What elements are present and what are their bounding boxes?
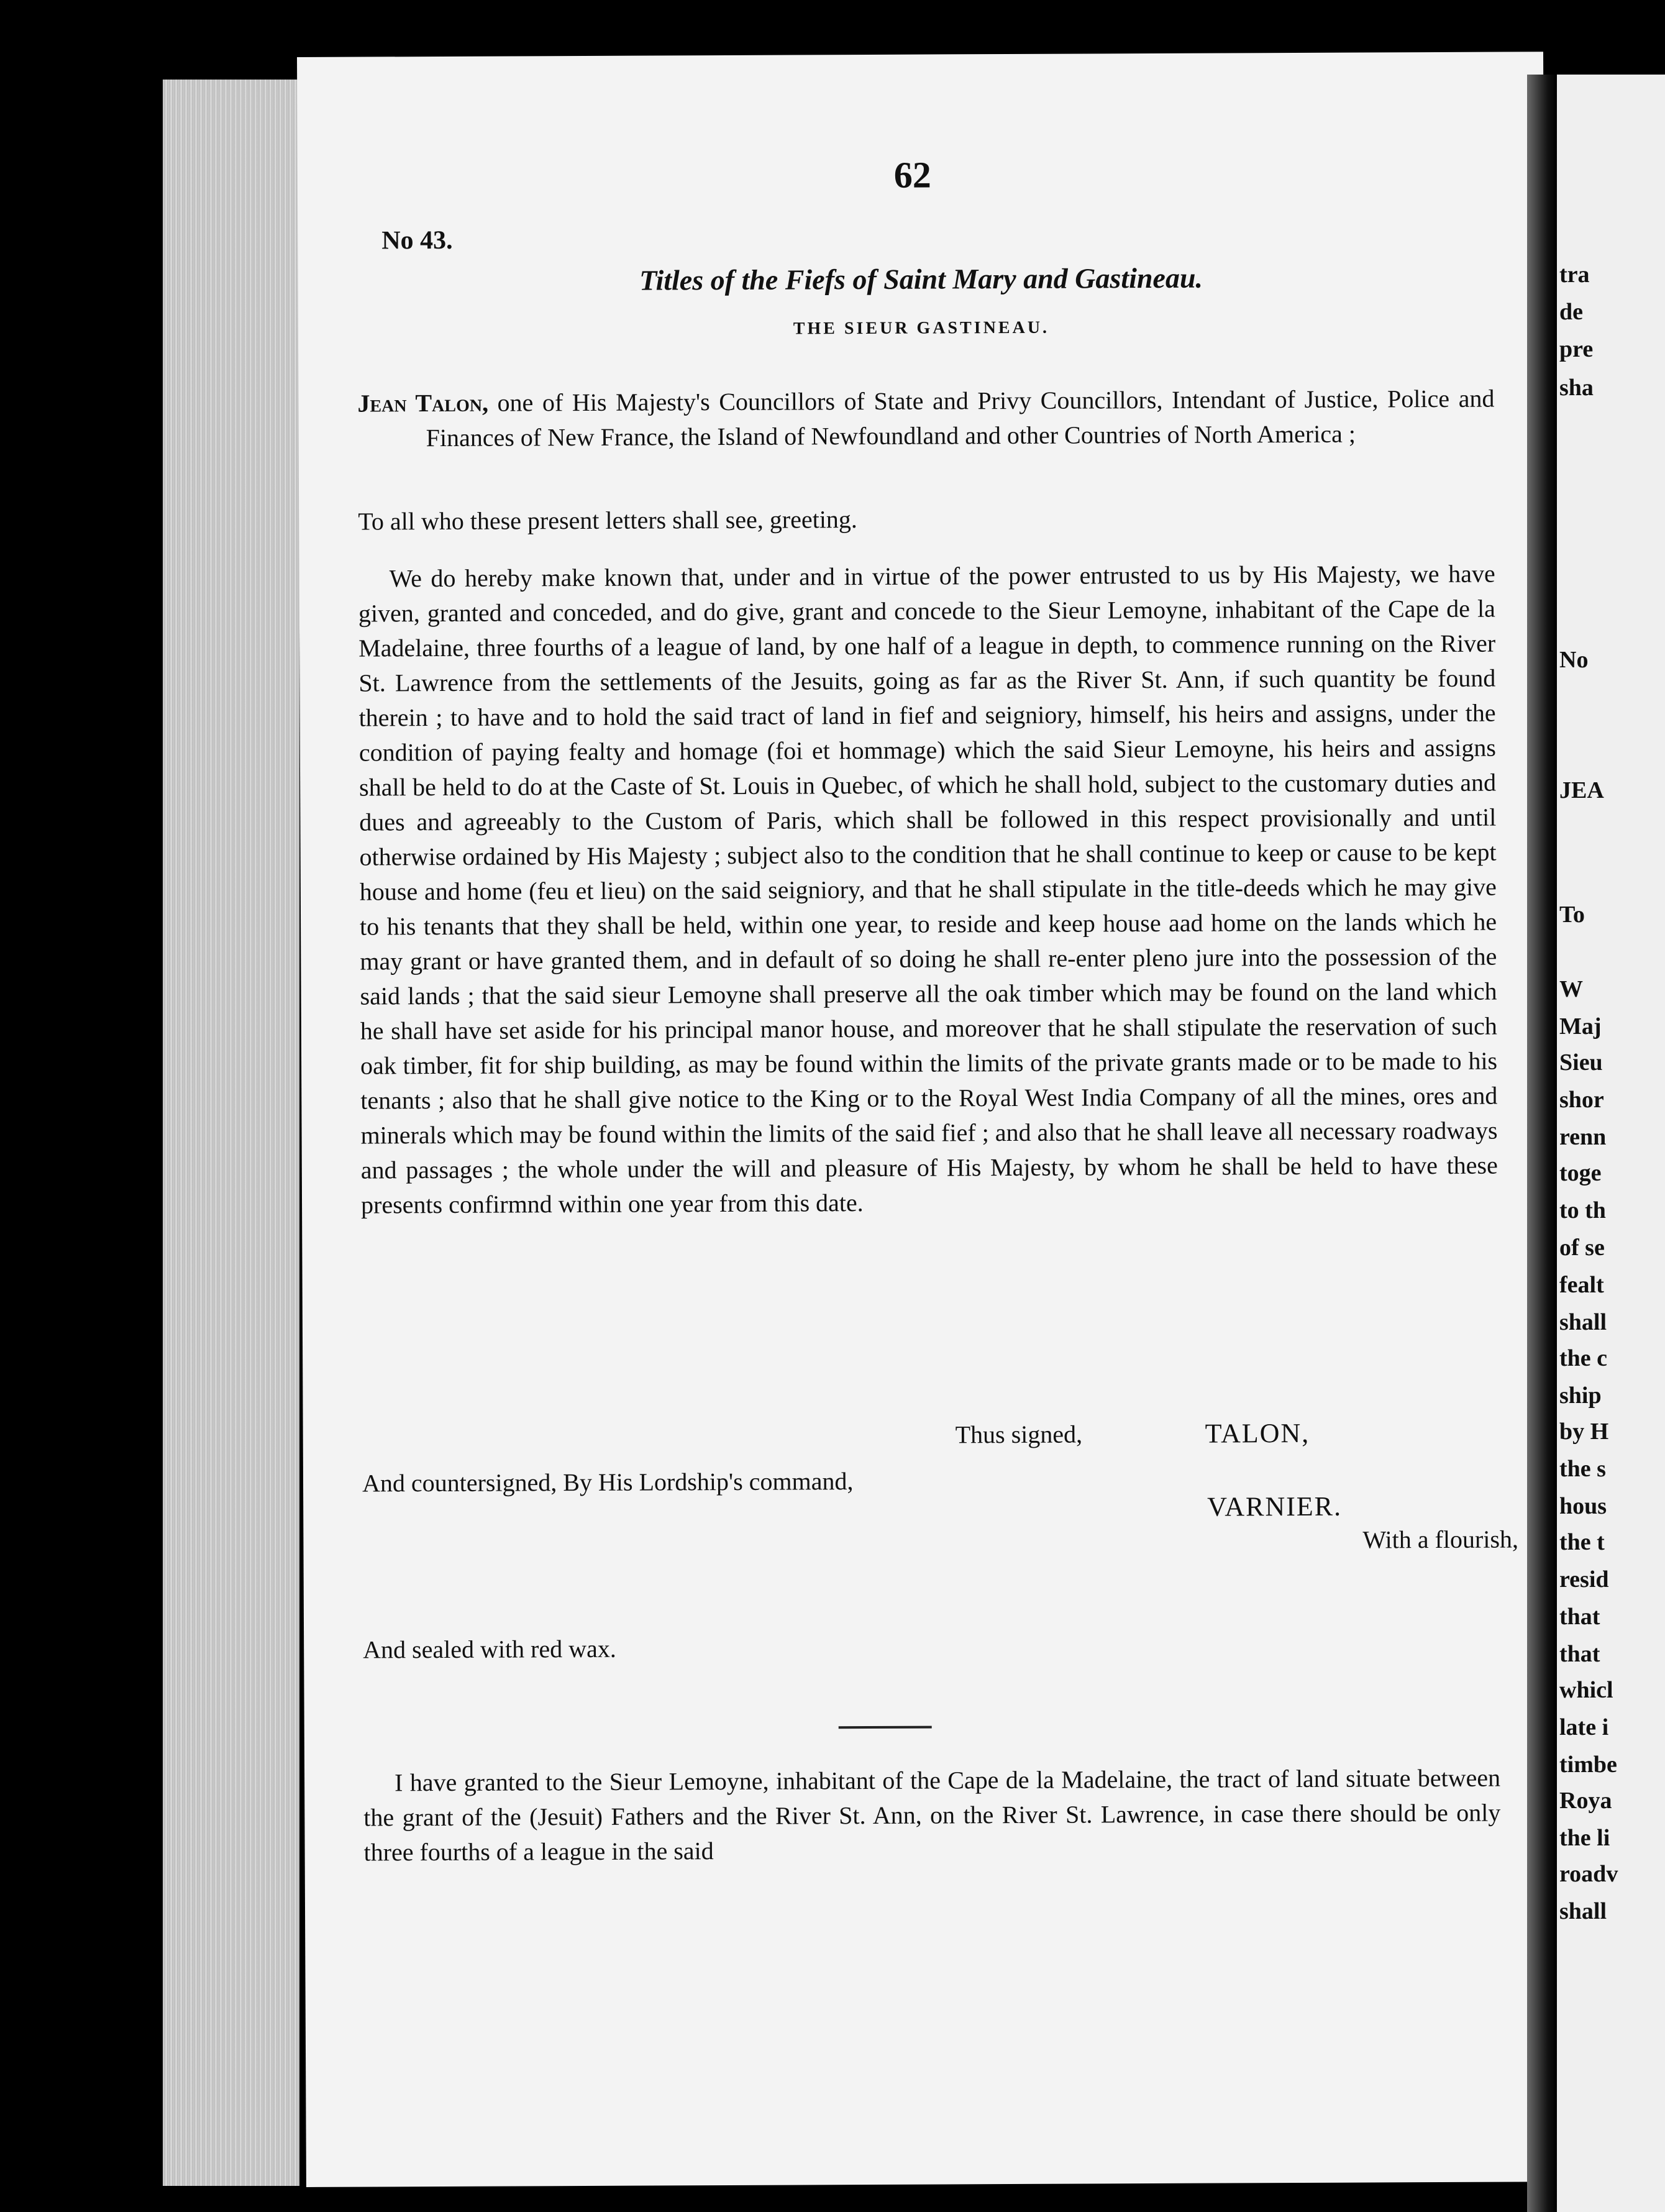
- facing-page-line: that: [1559, 1604, 1600, 1630]
- facing-page-line: by H: [1559, 1419, 1609, 1445]
- facing-page-line: roadv: [1559, 1861, 1618, 1887]
- book-gutter: [1527, 75, 1557, 2212]
- facing-page-line: toge: [1559, 1160, 1602, 1186]
- salutation-text: one of His Majesty's Councillors of State and Privy Councillors, Intendant of Justice, Police and Finances of New France, the Island of Newfoundland and other Countries of North America ;: [426, 384, 1495, 452]
- facing-page-line: the li: [1559, 1825, 1610, 1851]
- facing-page-line: ship: [1559, 1382, 1602, 1409]
- page-number: 62: [893, 154, 931, 196]
- facing-page-line: the c: [1559, 1345, 1608, 1371]
- facing-page-line: No: [1559, 647, 1589, 673]
- facing-page-line: To: [1559, 902, 1585, 928]
- facing-page-line: shall: [1559, 1309, 1607, 1335]
- facing-page-line: hous: [1559, 1493, 1607, 1519]
- facing-page-line: W: [1559, 976, 1583, 1002]
- salutation-name: Jean Talon,: [357, 388, 489, 418]
- facing-page-line: Roya: [1559, 1788, 1612, 1814]
- left-page: [297, 52, 1553, 2187]
- facing-page-line: Maj: [1559, 1013, 1602, 1040]
- facing-page-line: the s: [1559, 1456, 1606, 1482]
- flourish-note: With a flourish,: [1362, 1525, 1519, 1554]
- salutation-paragraph: [357, 382, 1494, 456]
- grant-paragraph: We do hereby make known that, under and in virtue of the power entrusted to us by His Majesty, we have given, granted and conceded, and do give, grant and concede to the Sieur Lemoyne, inhabitant of the Cape de la Madelaine, three fourths of a league of land, by one half of a league in depth, to commence running on the River St. Lawrence from the settlements of the Jesuits, going as far as the River St. Ann, if such quantity be found therein ; to have and to hold the said tract of land in fief and seigniory, himself, his heirs and assigns, under the condition of paying fealty and homage (foi et hommage) which the said Sieur Lemoyne, his heirs and assigns shall be held to do at the Caste of St. Louis in Quebec, of which he shall hold, subject to the customary duties and dues and agreeably to the Custom of Paris, which shall be followed in this respect provisionally and until otherwise ordained by His Majesty ; subject also to the condition that he shall continue to keep or cause to be kept house and home (feu et lieu) on the said seigniory, and that he shall stipulate in the title-deeds which he may give to his tenants that they shall be held, within one year, to reside and keep house aad home on the lands which he may grant or have granted them, and in default of so doing he shall re-enter pleno jure into the possession of the said lands ; that the said sieur Lemoyne shall preserve all the oak timber which may be found on the land which he shall have set aside for his principal manor house, and moreover that he shall stipulate the reservation of such oak timber, fit for ship building, as may be found within the limits of the private grants made or to be made to his tenants ; also that he shall give notice to the King or to the Royal West India Company of all the mines, ores and minerals which may be found within the limits of the said fief ; and also that he shall leave all necessary roadways and passages ; the whole under the will and pleasure of His Majesty, by whom he shall be held to have these presents confirmnd within one year from this date.: [358, 559, 1498, 1219]
- facing-page-line: Sieu: [1559, 1049, 1603, 1076]
- facing-page-fragment: [1557, 75, 1665, 2212]
- facing-page-line: fealt: [1559, 1272, 1604, 1298]
- facing-page-line: de: [1559, 299, 1583, 325]
- facing-page-line: shall: [1559, 1898, 1607, 1924]
- facing-page-line: tra: [1559, 262, 1590, 288]
- facing-page-line: renn: [1559, 1124, 1607, 1150]
- facing-page-line: the t: [1559, 1529, 1605, 1555]
- document-subtitle: THE SIEUR GASTINEAU.: [793, 318, 1050, 339]
- facing-page-line: whicl: [1559, 1677, 1613, 1703]
- section-divider: [839, 1726, 932, 1729]
- facing-page-line: JEA: [1559, 777, 1604, 803]
- facing-page-line: late i: [1559, 1714, 1609, 1740]
- facing-page-line: pre: [1559, 336, 1594, 362]
- facing-page-line: to th: [1559, 1197, 1606, 1223]
- facing-page-line: sha: [1559, 375, 1594, 401]
- facing-page-line: that: [1559, 1641, 1600, 1667]
- grant-note-paragraph: I have granted to the Sieur Lemoyne, inhabitant of the Cape de la Madelaine, the tract of land situate between the grant of the (Jesuit) Fathers and the River St. Ann, on the River St. Lawrence, in case there should be only three fourths of a league in the said: [363, 1763, 1501, 1867]
- sealed-line: And sealed with red wax.: [363, 1634, 616, 1664]
- book-page-edges: [163, 80, 299, 2186]
- document-number: No 43.: [381, 226, 453, 255]
- document-title: Titles of the Fiefs of Saint Mary and Gastineau.: [639, 262, 1203, 296]
- countersigned-line: And countersigned, By His Lordship's command,: [362, 1467, 854, 1497]
- countersigner-name: VARNIER.: [1207, 1491, 1343, 1522]
- facing-page-line: timbe: [1559, 1752, 1617, 1778]
- facing-page-line: resid: [1559, 1566, 1609, 1593]
- facing-page-line: shor: [1559, 1087, 1604, 1113]
- signer-name: TALON,: [1205, 1417, 1310, 1449]
- thus-signed-label: Thus signed,: [955, 1420, 1083, 1449]
- greeting-line: To all who these present letters shall see, greeting.: [358, 505, 857, 536]
- facing-page-line: of se: [1559, 1235, 1605, 1261]
